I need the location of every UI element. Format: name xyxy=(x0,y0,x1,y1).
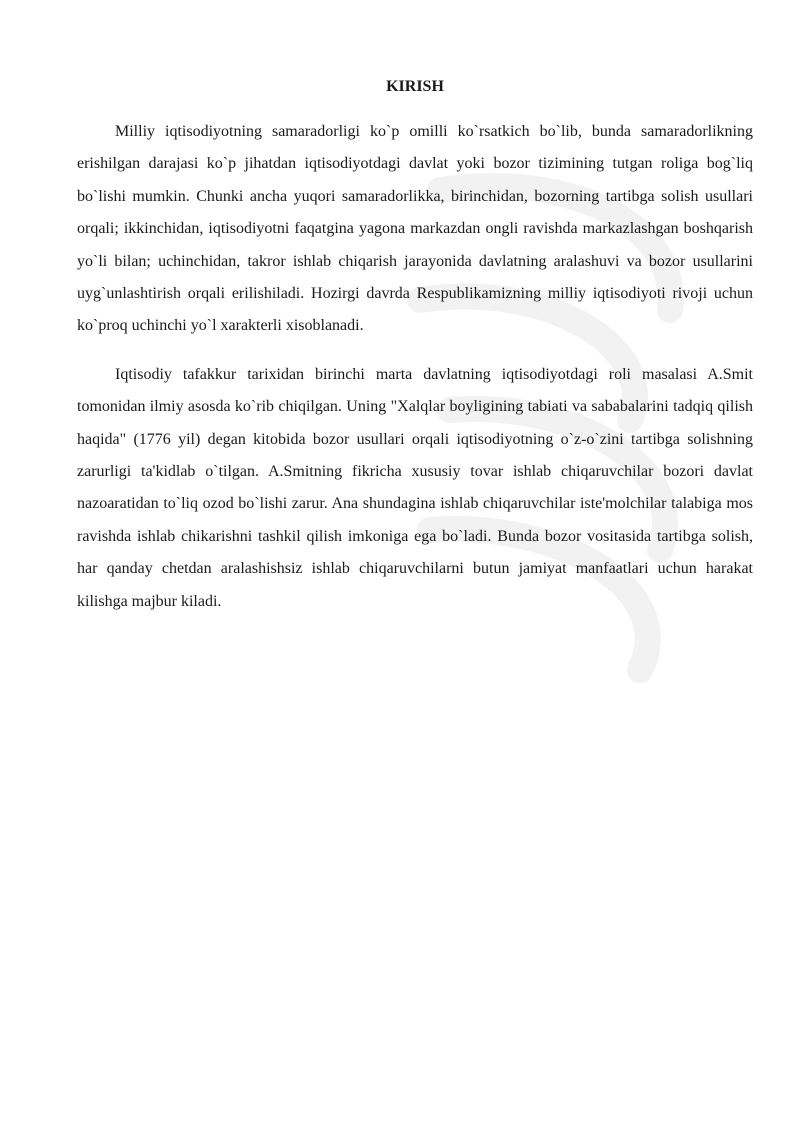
paragraph-2: Iqtisodiy tafakkur tarixidan birinchi marta davlatning iqtisodiyotdagi roli masalasi A.Smit tomonidan ilmiy asosda ko`rib chiqilgan. Uning "Xalqlar boyligining tabiati va sababalarini tadqiq qilish haqida" (1776 yil) degan kitobida bozor usullari orqali iqtisodiyotning o`z-o`zini tartibga solishning zarurligi ta'kidlab o`tilgan. A.Smitning fikricha xususiy tovar ishlab chiqaruvchilar bozori davlat nazoaratidan to`liq ozod bo`lishi zarur. Ana shundagina ishlab chiqaruvchilar iste'molchilar talabiga mos ravishda ishlab chikarishni tashkil qilish imkoniga ega bo`ladi. Bunda bozor vositasida tartibga solish, har qanday chetdan aralashishsiz ishlab chiqaruvchilarni butun jamiyat manfaatlari uchun harakat kilishga majbur kiladi. xyxy=(77,365,753,610)
document-body xyxy=(77,74,753,634)
paragraph-1: Milliy iqtisodiyotning samaradorligi ko`p omilli ko`rsatkich bo`lib, bunda samaradorlikning erishilgan darajasi ko`p jihatdan iqtisodiyotdagi davlat yoki bozor tizimining tutgan roliga bog`liq bo`lishi mumkin. Chunki ancha yuqori samaradorlikka, birinchidan, bozorning tartibga solish usullari orqali; ikkinchidan, iqtisodiyotni faqatgina yagona markazdan ongli ravishda markazlashgan boshqarish yo`li bilan; uchinchidan, takror ishlab chiqarish jarayonida davlatning aralashuvi va bozor usullarini uyg`unlashtirish orqali erilishiladi. Hozirgi davrda Respublikamizning milliy iqtisodiyoti rivoji uchun ko`proq uchinchi yo`l xarakterli xisoblanadi. xyxy=(77,123,753,335)
document-title: KIRISH xyxy=(386,78,444,95)
